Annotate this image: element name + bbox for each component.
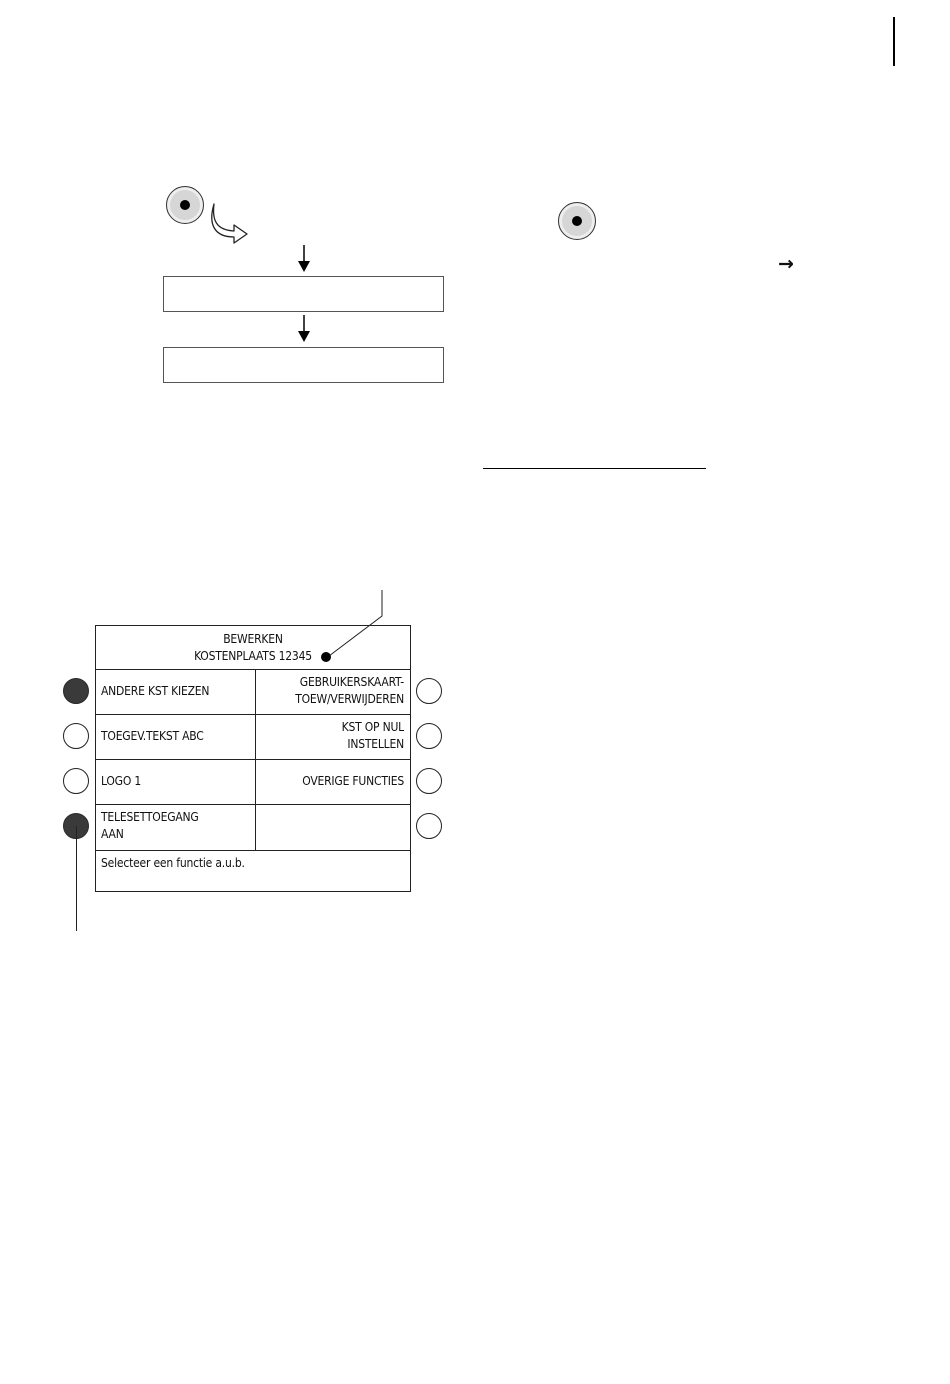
soft-key-right-2[interactable] xyxy=(416,723,442,749)
divider xyxy=(96,759,410,760)
menu-option-label: LOGO 1 xyxy=(101,774,142,788)
right-arrow-icon: → xyxy=(778,253,794,275)
soft-key-left-2[interactable] xyxy=(63,723,89,749)
menu-option-logo[interactable] xyxy=(101,773,251,790)
status-text: Selecteer een functie a.u.b. xyxy=(101,856,245,870)
divider xyxy=(255,669,256,850)
menu-option-toegev-tekst[interactable] xyxy=(101,728,251,745)
curved-arrow-icon xyxy=(208,200,254,244)
down-arrow-icon xyxy=(296,244,312,274)
display-header xyxy=(96,631,410,665)
section-rule xyxy=(483,468,706,469)
header-line-1: BEWERKEN xyxy=(223,632,283,646)
page-edge-marker xyxy=(893,17,895,66)
menu-option-label: INSTELLEN xyxy=(347,737,404,751)
menu-option-label: GEBRUIKERSKAART- xyxy=(299,675,404,689)
menu-option-label: TELESETTOEGANG xyxy=(101,810,199,824)
button-dot xyxy=(572,216,582,226)
divider xyxy=(96,714,410,715)
menu-option-telesettoegang[interactable] xyxy=(101,809,251,843)
menu-option-overige-functies[interactable] xyxy=(258,773,404,790)
soft-key-right-1[interactable] xyxy=(416,678,442,704)
divider xyxy=(96,850,410,851)
divider xyxy=(96,804,410,805)
display-panel xyxy=(95,625,411,892)
round-key-button-icon[interactable] xyxy=(558,202,596,240)
down-arrow-icon xyxy=(296,314,312,344)
header-line-2: KOSTENPLAATS 12345 xyxy=(194,649,312,663)
soft-key-left-1[interactable] xyxy=(63,678,89,704)
soft-key-right-4[interactable] xyxy=(416,813,442,839)
soft-key-left-3[interactable] xyxy=(63,768,89,794)
menu-option-label: OVERIGE FUNCTIES xyxy=(302,774,404,788)
menu-option-label: TOEW/VERWIJDEREN xyxy=(295,692,404,706)
menu-option-label: AAN xyxy=(101,827,124,841)
round-key-button-icon[interactable] xyxy=(166,186,204,224)
status-message xyxy=(101,855,401,872)
button-dot xyxy=(180,200,190,210)
menu-option-label: TOEGEV.TEKST ABC xyxy=(101,729,204,743)
soft-key-right-3[interactable] xyxy=(416,768,442,794)
divider xyxy=(96,669,410,670)
flow-box-2 xyxy=(163,347,444,383)
callout-line xyxy=(76,826,77,931)
menu-option-gebruikerskaart[interactable] xyxy=(258,674,404,708)
menu-option-label: KST OP NUL xyxy=(341,720,404,734)
menu-option-kst-op-nul[interactable] xyxy=(258,719,404,753)
menu-option-andere-kst[interactable] xyxy=(101,683,251,700)
menu-option-label: ANDERE KST KIEZEN xyxy=(101,684,210,698)
flow-box-1 xyxy=(163,276,444,312)
